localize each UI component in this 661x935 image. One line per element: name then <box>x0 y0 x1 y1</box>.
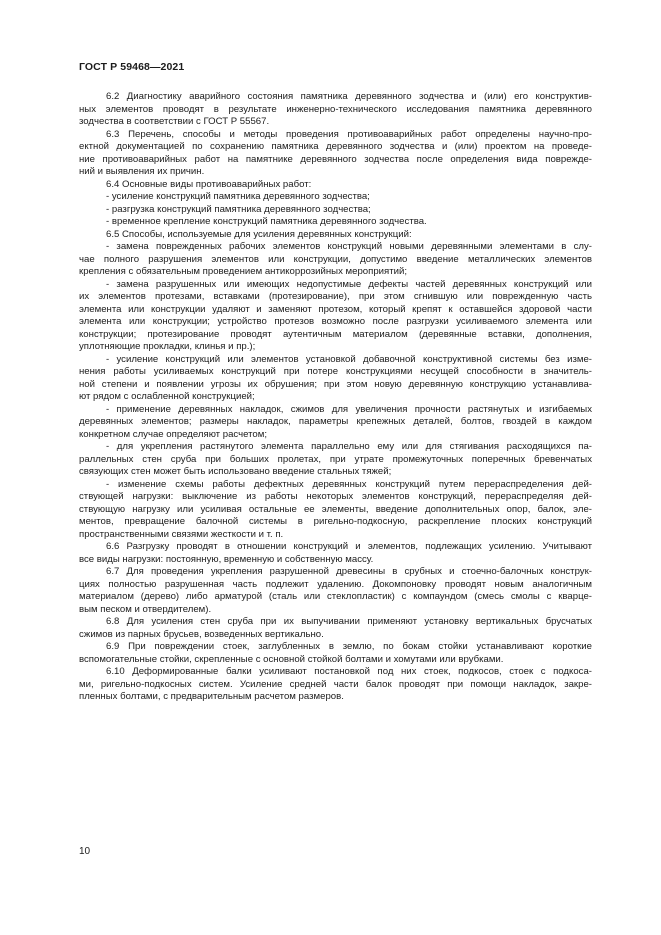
text-line: крепления с обязательным проведением антикоррозийных мероприятий; <box>79 266 407 277</box>
text-line: 6.6 Разгрузку проводят в отношении конструкций и элементов, подлежащих усилению. Учитывают <box>106 541 592 552</box>
text-line: циях полностью разрушенная часть подлежит удалению. Докомпоновку проводят новым аналогичным <box>79 578 592 590</box>
text-line: ствующей нагрузки: выключение из работы некоторых элементов конструкций, перераспределяя дей- <box>79 491 592 502</box>
text-line: вспомогательные стойки, скрепленные с основной стойкой болтами и хомутами или врубками. <box>79 653 504 665</box>
text-line: ной степени и появлении угрозы их обрушения; при этом новую деревянную конструкцию устанавлива- <box>79 378 592 390</box>
text-line: зодчества в соответствии с ГОСТ Р 55567. <box>79 116 270 127</box>
text-line: пространственными связями жесткости и т. п. <box>79 528 284 540</box>
text-line: - замена поврежденных рабочих элементов конструкций новыми деревянными элементами в слу- <box>106 241 592 252</box>
text-line: ний и выявления их причин. <box>79 166 205 177</box>
text-line: ектной документацией по сохранению памятника деревянного зодчества и (или) проектом на проведе- <box>79 141 592 152</box>
text-line: ментов, превращение балочной системы в ригельно-подкосную, раскрепление плоских конструкций <box>79 516 592 527</box>
page-number: 10 <box>79 846 91 857</box>
text-line: - применение деревянных накладок, сжимов для увеличения прочности растянутых и изгибаемых <box>106 403 592 415</box>
text-line: - для укрепления растянутого элемента параллельно ему или для стягивания расходящихся па- <box>106 441 592 452</box>
text-line: 6.5 Способы, используемые для усиления деревянных конструкций: <box>106 228 412 240</box>
text-line: ми, ригельно-подкосных систем. Усиление средней части балок проводят при помощи накладок, закре- <box>79 678 592 690</box>
text-line: ных элементов проводят в результате инженерно-технического исследования памятника деревянного <box>79 103 592 115</box>
text-line: деревянных элементов; размеры накладок, параметры крепежных деталей, болтов, гвоздей в каждом <box>79 416 592 427</box>
text-line: элемента или конструкции удаляют и заменяют протезом, который крепят к оставшейся здоровой части <box>79 303 592 315</box>
text-line: все виды нагрузки: постоянную, временную и собственную массу. <box>79 553 374 565</box>
text-line: вым песком и отвердителем). <box>79 603 212 615</box>
text-line: - разгрузка конструкций памятника деревянного зодчества; <box>106 203 371 215</box>
text-line: ствующую нагрузку или усиливая остальные ее элементы, введение дополнительных опор, балок, эле- <box>79 503 592 515</box>
text-line: 6.4 Основные виды противоаварийных работ: <box>106 178 312 190</box>
text-line: пленных болтами, с предварительным расчетом размеров. <box>79 691 344 702</box>
text-line: уплотняющие прокладки, клинья и пр.); <box>79 341 256 352</box>
text-line: 6.9 При повреждении стоек, заглубленных в землю, по бокам стойки устанавливают короткие <box>106 641 592 652</box>
text-line: 6.2 Диагностику аварийного состояния памятника деревянного зодчества и (или) его конструктив- <box>106 91 592 102</box>
text-line: ют рядом с ослабленной конструкцией; <box>79 391 255 402</box>
text-line: материалом (дерево) либо арматурой (сталь или стеклопластик) с компаундом (смесь смолы с кварце- <box>79 591 592 602</box>
text-line: ние противоаварийных работ на памятнике деревянного зодчества после определения вида поврежде- <box>79 153 592 165</box>
text-line: - замена разрушенных или имеющих недопустимые дефекты частей деревянных конструкций или <box>106 278 592 290</box>
text-line: чае полного разрушения элементов или конструкции, допустимо введение металлических элементов <box>79 253 592 265</box>
text-line: их элементов протезами, вставками (протезирование), при этом сгнившую или поврежденную часть <box>79 291 592 302</box>
text-line: сжимов из парных брусьев, возведенных вертикально. <box>79 628 324 640</box>
text-line: конкретном случае определяют расчетом; <box>79 428 268 440</box>
document-header: ГОСТ Р 59468—2021 <box>79 61 185 73</box>
text-line: 6.8 Для усиления стен сруба при их выпучивании применяют установку вертикальных брусчатых <box>106 616 592 627</box>
document-body <box>79 91 592 704</box>
text-line: - усиление конструкций или элементов установкой добавочной конструктивной системы без изме- <box>106 353 592 365</box>
text-line: раллельных стен сруба при больших пролетах, при утрате промежуточных поперечных бревенчатых <box>79 453 592 465</box>
text-line: - временное крепление конструкций памятника деревянного зодчества. <box>106 216 427 227</box>
text-line: 6.3 Перечень, способы и методы проведения противоаварийных работ определены научно-про- <box>106 128 592 140</box>
text-line: элемента или конструкции; устройство протезов возможно после разгрузки усиливаемого элемента или <box>79 316 592 327</box>
text-line: - усиление конструкций памятника деревянного зодчества; <box>106 191 370 202</box>
text-line: связующих стен может быть использовано введение стальных тяжей; <box>79 466 392 477</box>
text-line: 6.10 Деформированные балки усиливают постановкой под них стоек, подкосов, стоек с подкоса- <box>106 666 592 677</box>
text-line: 6.7 Для проведения укрепления разрушенной древесины в срубных и стоечно-балочных конструк- <box>106 566 592 577</box>
text-line: нения работы усиливаемых конструкций при потере конструкциями несущей способности в значитель- <box>79 366 592 377</box>
text-line: конструкции; протезирование проводят аутентичным материалом (деревянные вставки, дополнения, <box>79 328 592 340</box>
text-line: - изменение схемы работы дефектных деревянных конструкций путем перераспределения дей- <box>106 478 592 490</box>
